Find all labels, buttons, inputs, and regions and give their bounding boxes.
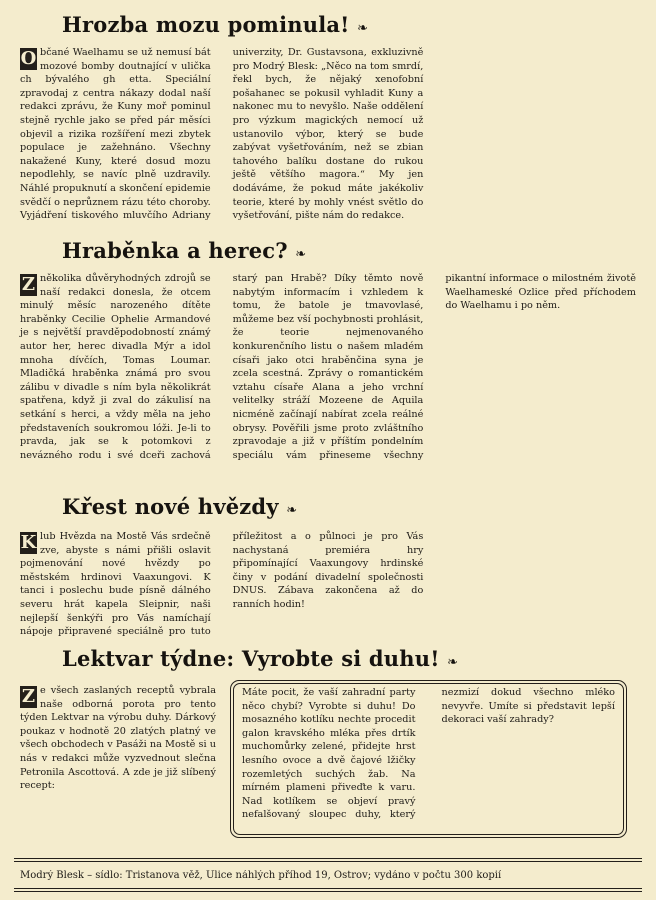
flourish-icon: ❧: [295, 247, 307, 262]
footer-rule-bottom-inner: [14, 891, 642, 892]
flourish-icon: ❧: [286, 503, 298, 518]
footer-rule-top: [14, 858, 642, 859]
article-plague: [20, 46, 636, 224]
drop-cap: O: [20, 48, 37, 69]
footer-imprint: Modrý Blesk – sídlo: Tristanova věž, Ulice náhlých příhod 19, Ostrov; vydáno v počtu 300 kopií: [20, 870, 502, 881]
article-potion: [20, 684, 216, 844]
headline-potion: Lektvar týdne: Vyrobte si duhu! ❧: [62, 646, 459, 671]
headline-countess: Hraběnka a herec? ❧: [62, 238, 307, 263]
headline-star: Křest nové hvězdy ❧: [62, 494, 298, 519]
article-body: lub Hvězda na Mostě Vás srdečně zve, abyste s námi přišli oslavit pojmenování nové hvězdy po městském hrdinovi Vaaxungovi. K tanci i poslechu bude písně dálného severu hrát kapela Sleipnir, naši nejlepší šenkýři pro Vás namíchají nápoje připravené speciálně pro tuto příležitost a o půlnoci je pro Vás nachystaná premiéra hry připomínající Vaaxungovy hrdinské činy v podání divadelní společnosti DNUS. Zábava zakončena až do ranních hodin!: [20, 531, 424, 638]
footer-rule-bottom: [14, 888, 642, 889]
footer-rule-top-inner: [14, 861, 642, 862]
drop-cap: Z: [21, 274, 36, 295]
drop-cap: Z: [21, 686, 36, 707]
article-star: [20, 530, 636, 642]
article-body: e všech zaslaných receptů vybrala naše odborná porota pro tento týden Lektvar na výrobu duhy. Dárkový poukaz v hodnotě 20 zlatých platný ve všech obchodech v Pasáži na Mostě si u nás v redakci může vyzvednout slečna Petronila Ascottová. A zde je již slíbený recept:: [20, 685, 216, 792]
recipe-text: Máte pocit, že vaší zahradní party něco chybí? Vyrobte si duhu! Do mosazného kotlíku nechte procedit galon kravského mléka přes drtík muchomůrky zelené, přidejte hrst lesního ovoce a dvě čajové lžičky rozemletých suchých žab. Na mírném plameni přiveďte k varu. Nad kotlíkem se objeví pravý nefalšovaný sloupec duhy, který nezmizí dokud všechno mléko nevyvře. Umíte si představit lepší dekoraci vaší zahrady?: [242, 687, 615, 821]
article-countess: [20, 272, 636, 464]
article-body: několika důvěryhodných zdrojů se naší redakci donesla, že otcem minulý měsíc narozeného dítěte hraběnky Cecilie Ophelie Armandové je s největší pravděpodobností známý autor her, herec divadla Mýr a idol mnoha dívčích, Tomas Loumar. Mladičká hraběnka známá pro svou zálibu v divadle s ním byla několikrát spatřena, když ji zval do zákulisí na setkání s herci, a vždy měla na jeho představeních soukromou lóži. Je-li to pravda, jak se k potomkovi z nevázného rodu i své dceři zachová starý pan Hrabě? Díky těmto nově nabytým informacím i vzhledem k tomu, že batole je tmavovlasé, můžeme bez vší pochybnosti prohlásit, že teorie nejmenovaného konkurenčního listu o našem mladém císaři jako otci hraběnčina syna je zcela scestná. Zprávy o romantickém vztahu císaře Alana a jeho vrchní velitelky stráží Mozeene de Aquila nicméně začínají nabírat zcela reálné obrysy. Pověřili jsme proto zvláštního zpravodaje a již v příštím pondelním speciálu vám přineseme všechny pikantní informace o milostném životě Waelhameské Ozlice před příchodem do Waelhamu i po něm.: [20, 273, 636, 461]
article-body: bčané Waelhamu se už nemusí bát mozové bomby doutnající v ulička ch bývalého gh etta. Speciální zpravodaj z centra nákazy dodal naší redakci zprávu, že Kuny moř pominul stejně rychle jako se před pár měsíci objevil a rizika rozšíření mezi zbytek populace je zažehnáno. Všechny nakažené Kuny, které dosud mozu nepodlehly, se navíc plně uzdravily. Náhlé propuknutí a skončení epidemie svědčí o neprůznem rázu této choroby. Vyjádření tiskového mluvčího Adriany univerzity, Dr. Gustavsona, exkluzivně pro Modrý Blesk: „Něco na tom smrdí, řekl bych, že nějaký xenofobní pošahanec se pokusil vyhladit Kuny a nakonec mu to nevyšlo. Naše oddělení pro výzkum magických nemocí už ustanovilo výbor, který se bude zabývat vyšetřováním, než se zbian tahového balíku dostane do rukou ještě většího magora.“ My jen dodáváme, že pokud máte jakékoliv teorie, které by mohly vnést světlo do vyšetřování, pište nám do redakce.: [20, 47, 424, 222]
headline-plague: Hrozba mozu pominula! ❧: [62, 12, 369, 37]
drop-cap: K: [20, 532, 37, 553]
flourish-icon: ❧: [357, 21, 369, 36]
flourish-icon: ❧: [447, 655, 459, 670]
